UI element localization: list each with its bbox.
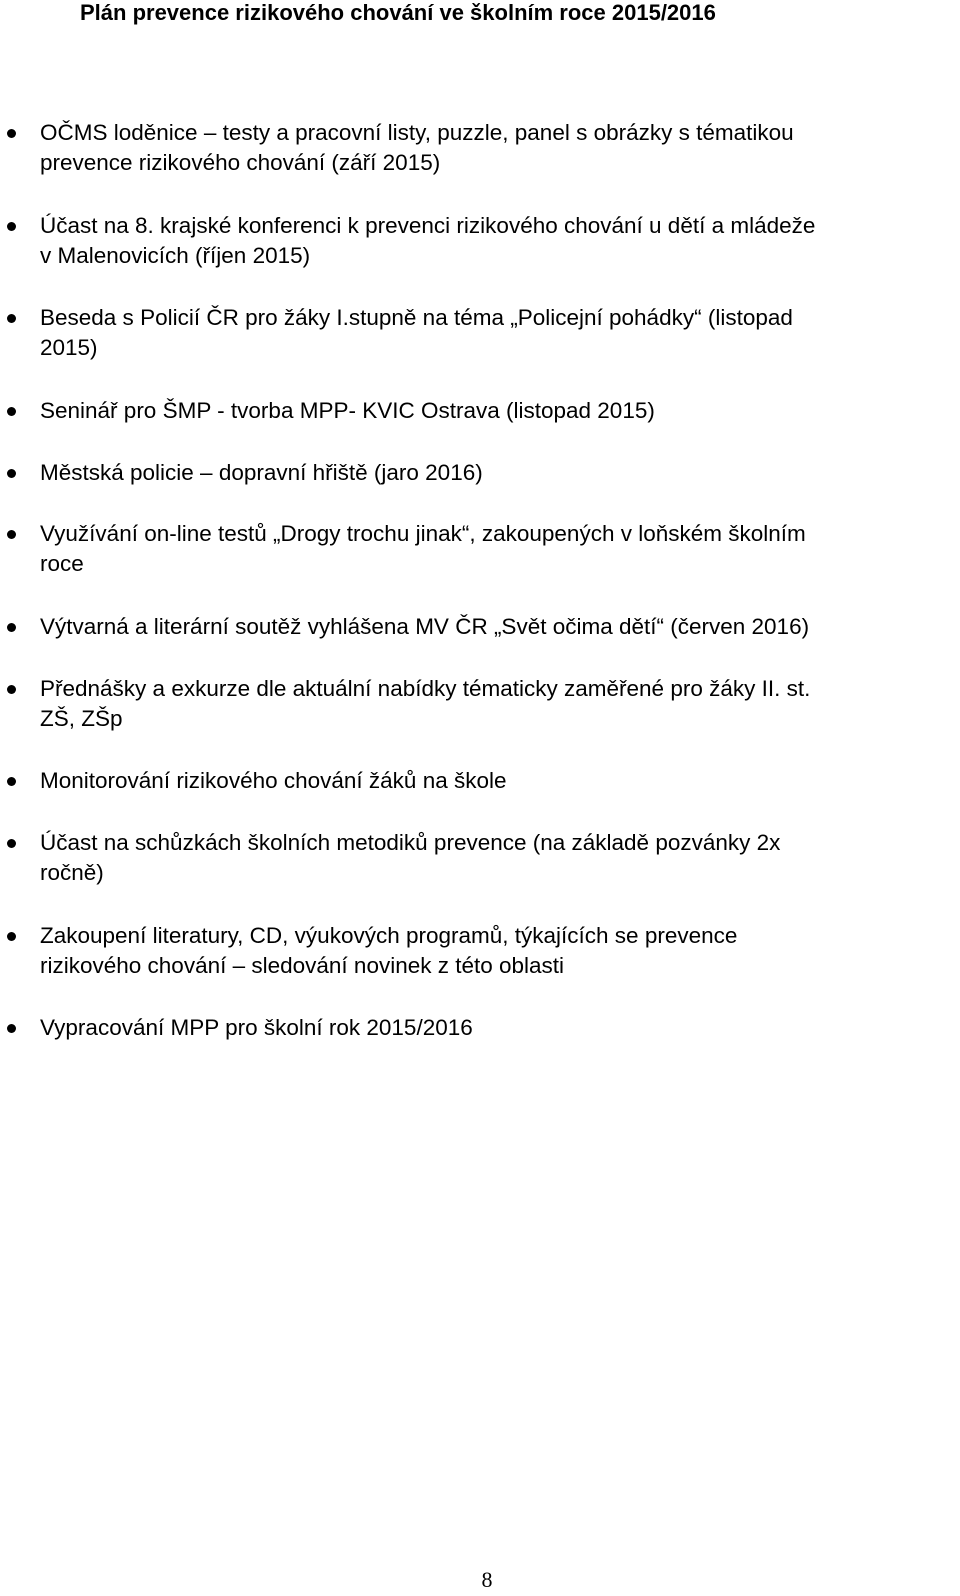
list-item-line: Seninář pro ŠMP - tvorba MPP- KVIC Ostrava (listopad 2015) <box>40 398 655 423</box>
list-item-line: 2015) <box>40 335 98 360</box>
list-item-text <box>40 612 950 642</box>
list-item-text <box>40 828 950 888</box>
list-item-line: ZŠ, ZŠp <box>40 706 123 731</box>
list-item-line: ročně) <box>40 860 104 885</box>
list-item-text <box>40 303 950 363</box>
bullet-icon <box>7 777 16 786</box>
bullet-icon <box>7 530 16 539</box>
list-item-line: Účast na schůzkách školních metodiků prevence (na základě pozvánky 2x <box>40 830 781 855</box>
list-item-text <box>40 766 950 796</box>
list-item-line: Zakoupení literatury, CD, výukových programů, týkajících se prevence <box>40 923 738 948</box>
bullet-icon <box>7 222 16 231</box>
list-item-line: rizikového chování – sledování novinek z této oblasti <box>40 953 565 978</box>
list-item-line: Výtvarná a literární soutěž vyhlášena MV ČR „Svět očima dětí“ (červen 2016) <box>40 614 810 639</box>
list-item-text <box>40 396 950 426</box>
bullet-icon <box>7 685 16 694</box>
list-item-text <box>40 118 950 178</box>
list-item-line: Monitorování rizikového chování žáků na škole <box>40 768 507 793</box>
list-item-text <box>40 674 950 734</box>
bullet-icon <box>7 623 16 632</box>
bullet-icon <box>7 407 16 416</box>
list-item-line: roce <box>40 551 84 576</box>
bullet-icon <box>7 314 16 323</box>
bullet-icon <box>7 469 16 478</box>
list-item-line: Účast na 8. krajské konferenci k prevenci rizikového chování u dětí a mládeže <box>40 213 816 238</box>
list-item-text <box>40 921 950 981</box>
list-item-line: Využívání on-line testů „Drogy trochu jinak“, zakoupených v loňském školním <box>40 521 806 546</box>
bullet-icon <box>7 839 16 848</box>
list-item-line: OČMS loděnice – testy a pracovní listy, puzzle, panel s obrázky s tématikou <box>40 120 794 145</box>
list-item-line: Vypracování MPP pro školní rok 2015/2016 <box>40 1015 473 1040</box>
bullet-icon <box>7 1024 16 1033</box>
list-item-text <box>40 519 950 579</box>
list-item-text <box>40 211 950 271</box>
bullet-icon <box>7 932 16 941</box>
list-item-line: Přednášky a exkurze dle aktuální nabídky tématicky zaměřené pro žáky II. st. <box>40 676 811 701</box>
bullet-icon <box>7 129 16 138</box>
page-number: 8 <box>481 1567 493 1592</box>
list-item-text <box>40 1013 950 1043</box>
page-title: Plán prevence rizikového chování ve školním roce 2015/2016 <box>80 0 716 25</box>
list-item-line: Beseda s Policií ČR pro žáky I.stupně na téma „Policejní pohádky“ (listopad <box>40 305 793 330</box>
list-item-text <box>40 458 950 488</box>
list-item-line: Městská policie – dopravní hřiště (jaro 2016) <box>40 460 483 485</box>
list-item-line: v Malenovicích (říjen 2015) <box>40 243 311 268</box>
list-item-line: prevence rizikového chování (září 2015) <box>40 150 441 175</box>
